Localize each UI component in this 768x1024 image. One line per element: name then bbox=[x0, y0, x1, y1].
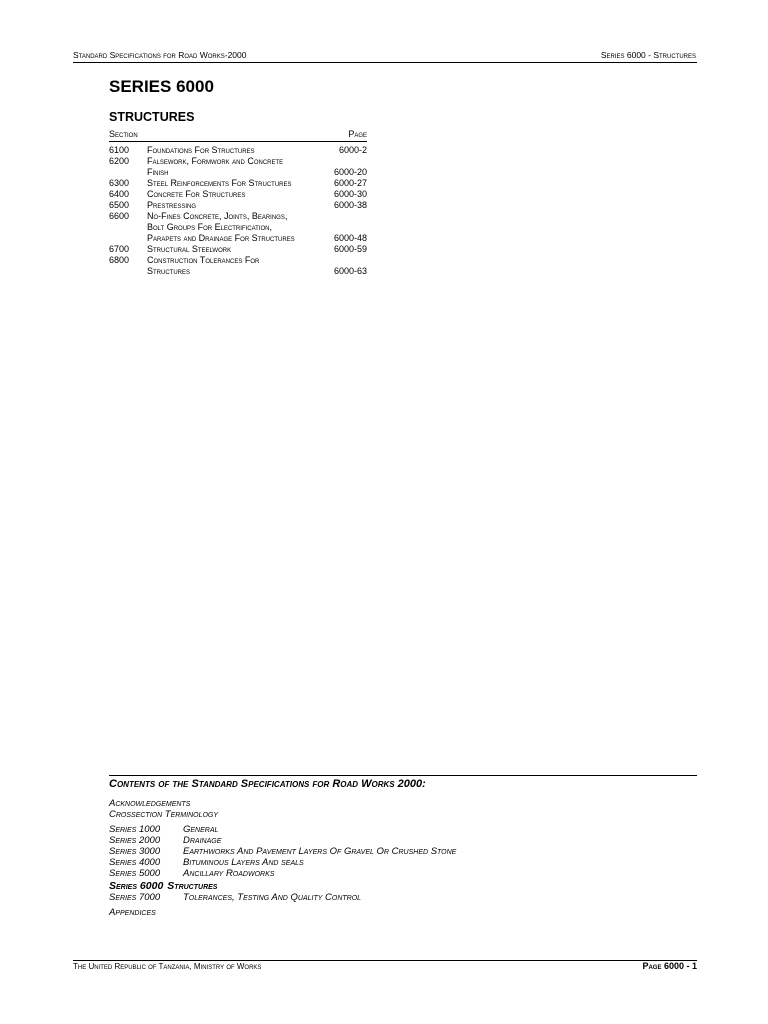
page-footer bbox=[73, 962, 697, 974]
contents-title: Contents of the Standard Specifications for Road Works 2000: bbox=[109, 778, 426, 790]
footer-rule bbox=[73, 960, 697, 961]
toc-page-number: 6000-27 bbox=[333, 178, 367, 188]
toc-section-title: No-Fines Concrete, Joints, Bearings, Bolt Groups For Electrification, Parapets and Drainage For Structures bbox=[147, 211, 295, 243]
contents-series-desc: Tolerances, Testing And Quality Control bbox=[183, 892, 362, 903]
toc-section-number: 6400 bbox=[109, 189, 130, 199]
contents-series-name: Series 1000 bbox=[109, 824, 161, 835]
toc-row bbox=[109, 189, 367, 200]
toc-page-header: Page bbox=[348, 129, 367, 139]
contents-series-name: Series 5000 bbox=[109, 868, 161, 879]
toc-page-number: 6000-20 bbox=[333, 167, 367, 177]
toc-page-number: 6000-63 bbox=[333, 266, 367, 276]
toc-section-number: 6500 bbox=[109, 200, 130, 210]
toc-section-title: Construction Tolerances For Structures bbox=[147, 255, 260, 276]
contents-series-row bbox=[109, 835, 697, 846]
contents-series-desc: Structures bbox=[167, 880, 218, 892]
toc-row bbox=[109, 244, 367, 255]
toc-section-title: Foundations For Structures bbox=[147, 145, 255, 155]
toc-section-title: Concrete For Structures bbox=[147, 189, 246, 199]
table-of-contents bbox=[109, 129, 367, 277]
contents-series-row-current bbox=[109, 880, 697, 892]
toc-section-title: Structural Steelwork bbox=[147, 244, 232, 254]
contents-series-name: Series 2000 bbox=[109, 835, 161, 846]
footer-publisher: The United Republic of Tanzania, Ministry of Works bbox=[73, 962, 262, 971]
header-document-title: Standard Specifications for Road Works-2000 bbox=[73, 50, 247, 60]
toc-section-title: Steel Reinforcements For Structures bbox=[147, 178, 292, 188]
toc-page-number: 6000-30 bbox=[333, 189, 367, 199]
header-series-title: Series 6000 - Structures bbox=[600, 50, 696, 60]
page-header bbox=[73, 50, 696, 62]
toc-row bbox=[109, 211, 367, 244]
toc-section-header: Section bbox=[109, 129, 138, 139]
toc-section-number: 6700 bbox=[109, 244, 130, 254]
footer-page-number: Page 6000 - 1 bbox=[642, 961, 697, 971]
contents-series-name: Series 4000 bbox=[109, 857, 161, 868]
toc-row bbox=[109, 178, 367, 189]
contents-series-desc: Earthworks And Pavement Layers Of Gravel Or Crushed Stone bbox=[183, 846, 457, 857]
toc-section-number: 6300 bbox=[109, 178, 130, 188]
contents-series-name: Series 3000 bbox=[109, 846, 161, 857]
contents-series-row bbox=[109, 846, 697, 857]
toc-row bbox=[109, 156, 367, 178]
toc-page-number: 6000-2 bbox=[338, 145, 367, 155]
contents-series-row bbox=[109, 857, 697, 868]
contents-series-row bbox=[109, 868, 697, 879]
toc-section-title: Prestressing bbox=[147, 200, 197, 210]
contents-series-name: Series 6000 bbox=[109, 880, 164, 892]
contents-series-desc: Bituminous Layers And seals bbox=[183, 857, 304, 868]
contents-box bbox=[109, 775, 697, 918]
toc-section-number: 6800 bbox=[109, 255, 130, 265]
toc-header bbox=[109, 129, 367, 142]
contents-series-desc: General bbox=[183, 824, 219, 835]
contents-series-desc: Ancillary Roadworks bbox=[183, 868, 275, 879]
header-rule bbox=[73, 62, 697, 63]
contents-appendices: Appendices bbox=[109, 907, 156, 918]
page-subtitle: STRUCTURES bbox=[109, 110, 195, 124]
toc-page-number: 6000-48 bbox=[333, 233, 367, 243]
toc-section-number: 6100 bbox=[109, 145, 130, 155]
contents-series-row bbox=[109, 892, 697, 903]
toc-section-number: 6600 bbox=[109, 211, 130, 221]
toc-row bbox=[109, 145, 367, 156]
toc-row bbox=[109, 255, 367, 277]
contents-series-row bbox=[109, 824, 697, 835]
contents-acknowledgements: Acknowledgements bbox=[109, 798, 191, 809]
contents-series-desc: Drainage bbox=[183, 835, 222, 846]
contents-rule bbox=[109, 775, 697, 776]
toc-section-number: 6200 bbox=[109, 156, 130, 166]
contents-series-name: Series 7000 bbox=[109, 892, 161, 903]
toc-section-title: Falsework, Formwork and Concrete Finish bbox=[147, 156, 284, 177]
page-title: SERIES 6000 bbox=[109, 77, 214, 96]
toc-page-number: 6000-59 bbox=[333, 244, 367, 254]
toc-row bbox=[109, 200, 367, 211]
contents-crossection: Crossection Terminology bbox=[109, 809, 219, 820]
toc-page-number: 6000-38 bbox=[333, 200, 367, 210]
